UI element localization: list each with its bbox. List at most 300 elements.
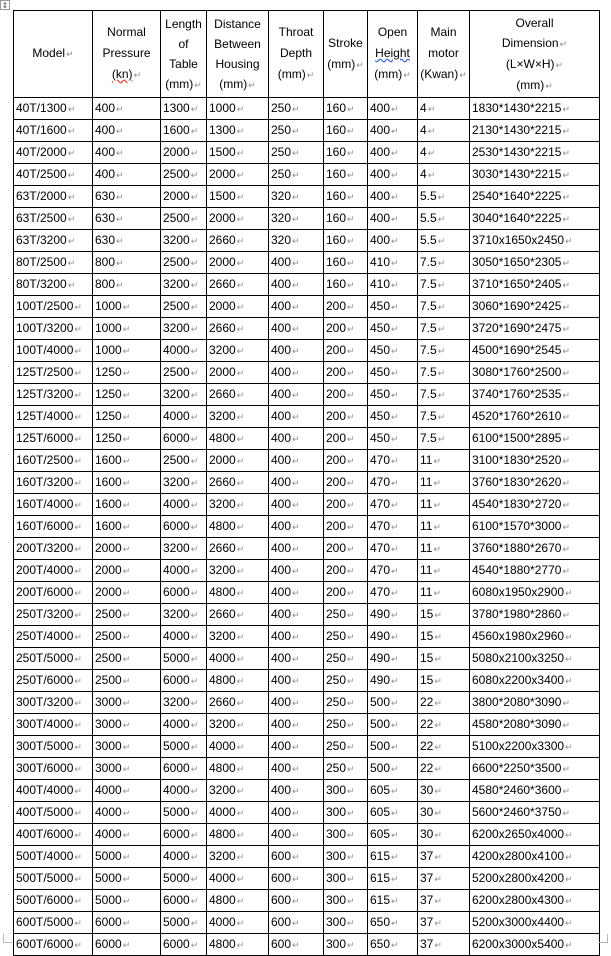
cell-stroke: 200↵ xyxy=(324,516,368,538)
cell-distance: 4000↵ xyxy=(207,868,269,890)
cell-main-motor: 7.5↵ xyxy=(418,296,470,318)
table-row xyxy=(14,912,600,934)
cell-dimension: 2130*1430*2215↵ xyxy=(470,120,600,142)
cell-dimension: 3100*1830*2520↵ xyxy=(470,450,600,472)
cell-pressure: 2000↵ xyxy=(93,560,161,582)
cell-dimension: 5200x2800x4200↵ xyxy=(470,868,600,890)
cell-pressure: 6000↵ xyxy=(93,912,161,934)
cell-main-motor: 37↵ xyxy=(418,868,470,890)
cell-open-height: 450↵ xyxy=(368,296,418,318)
header-throat: Throat Depth (mm)↵ xyxy=(269,11,324,98)
cell-model: 80T/3200↵ xyxy=(14,274,93,296)
cell-open-height: 400↵ xyxy=(368,98,418,120)
cell-stroke: 160↵ xyxy=(324,252,368,274)
cell-length: 3200↵ xyxy=(161,604,207,626)
cell-model: 400T/4000↵ xyxy=(14,780,93,802)
cell-length: 3200↵ xyxy=(161,274,207,296)
cell-distance: 4000↵ xyxy=(207,802,269,824)
cell-distance: 4800↵ xyxy=(207,582,269,604)
cell-model: 80T/2500↵ xyxy=(14,252,93,274)
cell-distance: 1000↵ xyxy=(207,98,269,120)
cell-model: 125T/4000↵ xyxy=(14,406,93,428)
cell-main-motor: 11↵ xyxy=(418,494,470,516)
cell-length: 5000↵ xyxy=(161,736,207,758)
table-row xyxy=(14,406,600,428)
cell-distance: 2000↵ xyxy=(207,450,269,472)
cell-pressure: 2000↵ xyxy=(93,538,161,560)
cell-throat: 400↵ xyxy=(269,604,324,626)
cell-stroke: 160↵ xyxy=(324,186,368,208)
cell-stroke: 160↵ xyxy=(324,120,368,142)
header-open-height: Open Height (mm)↵ xyxy=(368,11,418,98)
cell-main-motor: 7.5↵ xyxy=(418,384,470,406)
cell-throat: 400↵ xyxy=(269,758,324,780)
cell-dimension: 6100*1570*3000↵ xyxy=(470,516,600,538)
cell-length: 2000↵ xyxy=(161,142,207,164)
cell-main-motor: 37↵ xyxy=(418,912,470,934)
cell-throat: 400↵ xyxy=(269,780,324,802)
cell-length: 4000↵ xyxy=(161,626,207,648)
cell-distance: 2000↵ xyxy=(207,164,269,186)
cell-open-height: 400↵ xyxy=(368,120,418,142)
cell-dimension: 6100*1500*2895↵ xyxy=(470,428,600,450)
cell-dimension: 5100x2200x3300↵ xyxy=(470,736,600,758)
cell-model: 40T/1600↵ xyxy=(14,120,93,142)
table-move-handle-icon[interactable]: ⇕ xyxy=(1,1,9,10)
cell-pressure: 1000↵ xyxy=(93,340,161,362)
header-distance: Distance Between Housing (mm)↵ xyxy=(207,11,269,98)
table-row xyxy=(14,318,600,340)
cell-dimension: 4540*1830*2720↵ xyxy=(470,494,600,516)
cell-length: 4000↵ xyxy=(161,340,207,362)
cell-open-height: 605↵ xyxy=(368,780,418,802)
table-row xyxy=(14,494,600,516)
cell-main-motor: 30↵ xyxy=(418,824,470,846)
cell-stroke: 300↵ xyxy=(324,934,368,956)
cell-length: 3200↵ xyxy=(161,318,207,340)
header-row xyxy=(14,11,600,98)
cell-model: 160T/3200↵ xyxy=(14,472,93,494)
header-stroke: Stroke (mm)↵ xyxy=(324,11,368,98)
cell-distance: 2660↵ xyxy=(207,318,269,340)
cell-main-motor: 15↵ xyxy=(418,670,470,692)
cell-stroke: 250↵ xyxy=(324,736,368,758)
cell-dimension: 3760*1880*2670↵ xyxy=(470,538,600,560)
cell-open-height: 450↵ xyxy=(368,406,418,428)
cell-length: 1300↵ xyxy=(161,98,207,120)
cell-main-motor: 5.5↵ xyxy=(418,230,470,252)
cell-main-motor: 15↵ xyxy=(418,604,470,626)
header-pressure: Normal Pressure (kn)↵ xyxy=(93,11,161,98)
cell-distance: 3200↵ xyxy=(207,406,269,428)
table-row xyxy=(14,164,600,186)
cell-model: 250T/3200↵ xyxy=(14,604,93,626)
cell-model: 400T/6000↵ xyxy=(14,824,93,846)
cell-dimension: 1830*1430*2215↵ xyxy=(470,98,600,120)
cell-open-height: 490↵ xyxy=(368,670,418,692)
cell-stroke: 300↵ xyxy=(324,868,368,890)
cell-distance: 4800↵ xyxy=(207,758,269,780)
table-row xyxy=(14,142,600,164)
cell-open-height: 450↵ xyxy=(368,428,418,450)
table-row xyxy=(14,208,600,230)
cell-open-height: 490↵ xyxy=(368,648,418,670)
table-body xyxy=(14,98,600,956)
cell-stroke: 160↵ xyxy=(324,230,368,252)
cell-length: 1600↵ xyxy=(161,120,207,142)
cell-open-height: 500↵ xyxy=(368,714,418,736)
cell-stroke: 160↵ xyxy=(324,274,368,296)
cell-pressure: 5000↵ xyxy=(93,890,161,912)
cell-distance: 4800↵ xyxy=(207,824,269,846)
cell-open-height: 470↵ xyxy=(368,450,418,472)
cell-dimension: 4520*1760*2610↵ xyxy=(470,406,600,428)
table-row xyxy=(14,824,600,846)
table-row xyxy=(14,230,600,252)
cell-dimension: 4200x2800x4100↵ xyxy=(470,846,600,868)
cell-open-height: 470↵ xyxy=(368,582,418,604)
cell-distance: 2660↵ xyxy=(207,538,269,560)
cell-pressure: 4000↵ xyxy=(93,802,161,824)
cell-model: 500T/4000↵ xyxy=(14,846,93,868)
cell-model: 63T/3200↵ xyxy=(14,230,93,252)
cell-pressure: 2500↵ xyxy=(93,604,161,626)
cell-length: 6000↵ xyxy=(161,428,207,450)
cell-length: 2500↵ xyxy=(161,450,207,472)
cell-distance: 2660↵ xyxy=(207,604,269,626)
cell-throat: 320↵ xyxy=(269,230,324,252)
cell-throat: 400↵ xyxy=(269,714,324,736)
table-row xyxy=(14,252,600,274)
table-row xyxy=(14,692,600,714)
cell-stroke: 160↵ xyxy=(324,208,368,230)
cell-length: 6000↵ xyxy=(161,934,207,956)
cell-pressure: 3000↵ xyxy=(93,758,161,780)
table-row xyxy=(14,340,600,362)
cell-model: 400T/5000↵ xyxy=(14,802,93,824)
cell-open-height: 615↵ xyxy=(368,868,418,890)
cell-pressure: 400↵ xyxy=(93,98,161,120)
cell-open-height: 470↵ xyxy=(368,516,418,538)
cell-dimension: 5600*2460*3750↵ xyxy=(470,802,600,824)
cell-open-height: 490↵ xyxy=(368,604,418,626)
cell-length: 5000↵ xyxy=(161,802,207,824)
cell-distance: 3200↵ xyxy=(207,340,269,362)
table-row xyxy=(14,560,600,582)
cell-pressure: 4000↵ xyxy=(93,780,161,802)
cell-model: 160T/6000↵ xyxy=(14,516,93,538)
cell-length: 3200↵ xyxy=(161,538,207,560)
cell-model: 600T/5000↵ xyxy=(14,912,93,934)
cell-stroke: 250↵ xyxy=(324,604,368,626)
cell-stroke: 160↵ xyxy=(324,164,368,186)
cell-throat: 400↵ xyxy=(269,516,324,538)
cell-dimension: 2530*1430*2215↵ xyxy=(470,142,600,164)
cell-model: 300T/5000↵ xyxy=(14,736,93,758)
cell-stroke: 200↵ xyxy=(324,560,368,582)
cell-distance: 2660↵ xyxy=(207,274,269,296)
cell-pressure: 5000↵ xyxy=(93,868,161,890)
cell-open-height: 410↵ xyxy=(368,252,418,274)
cell-length: 3200↵ xyxy=(161,472,207,494)
cell-dimension: 3030*1430*2215↵ xyxy=(470,164,600,186)
table-row xyxy=(14,186,600,208)
table-row xyxy=(14,450,600,472)
table-row xyxy=(14,428,600,450)
cell-main-motor: 4↵ xyxy=(418,142,470,164)
cell-main-motor: 4↵ xyxy=(418,98,470,120)
cell-stroke: 160↵ xyxy=(324,98,368,120)
table-row xyxy=(14,582,600,604)
cell-open-height: 490↵ xyxy=(368,626,418,648)
cell-throat: 400↵ xyxy=(269,560,324,582)
cell-distance: 2000↵ xyxy=(207,208,269,230)
cell-stroke: 250↵ xyxy=(324,758,368,780)
cell-model: 200T/3200↵ xyxy=(14,538,93,560)
cell-stroke: 200↵ xyxy=(324,384,368,406)
cell-pressure: 3000↵ xyxy=(93,692,161,714)
cell-main-motor: 7.5↵ xyxy=(418,252,470,274)
cell-stroke: 250↵ xyxy=(324,670,368,692)
cell-distance: 2660↵ xyxy=(207,692,269,714)
cell-open-height: 470↵ xyxy=(368,560,418,582)
cell-distance: 3200↵ xyxy=(207,626,269,648)
cell-model: 63T/2000↵ xyxy=(14,186,93,208)
cell-main-motor: 11↵ xyxy=(418,560,470,582)
cell-throat: 400↵ xyxy=(269,428,324,450)
cell-stroke: 300↵ xyxy=(324,802,368,824)
cell-length: 6000↵ xyxy=(161,582,207,604)
cell-throat: 400↵ xyxy=(269,318,324,340)
cell-dimension: 4560x1980x2960↵ xyxy=(470,626,600,648)
cell-model: 160T/4000↵ xyxy=(14,494,93,516)
cell-throat: 400↵ xyxy=(269,670,324,692)
cell-open-height: 650↵ xyxy=(368,934,418,956)
cell-throat: 600↵ xyxy=(269,868,324,890)
cell-main-motor: 30↵ xyxy=(418,780,470,802)
cell-open-height: 470↵ xyxy=(368,494,418,516)
cell-stroke: 250↵ xyxy=(324,714,368,736)
cell-throat: 400↵ xyxy=(269,340,324,362)
cell-stroke: 200↵ xyxy=(324,428,368,450)
cell-pressure: 5000↵ xyxy=(93,846,161,868)
cell-distance: 3200↵ xyxy=(207,494,269,516)
cell-model: 100T/3200↵ xyxy=(14,318,93,340)
header-main-motor: Main motor (Kwan)↵ xyxy=(418,11,470,98)
cell-main-motor: 11↵ xyxy=(418,516,470,538)
cell-distance: 2000↵ xyxy=(207,296,269,318)
cell-pressure: 1600↵ xyxy=(93,472,161,494)
cell-length: 5000↵ xyxy=(161,912,207,934)
cell-throat: 400↵ xyxy=(269,494,324,516)
cell-model: 300T/3200↵ xyxy=(14,692,93,714)
specification-table xyxy=(13,10,600,956)
cell-length: 6000↵ xyxy=(161,516,207,538)
cell-open-height: 605↵ xyxy=(368,802,418,824)
cell-distance: 4800↵ xyxy=(207,670,269,692)
cell-open-height: 500↵ xyxy=(368,758,418,780)
cell-open-height: 400↵ xyxy=(368,142,418,164)
cell-model: 250T/5000↵ xyxy=(14,648,93,670)
cell-throat: 400↵ xyxy=(269,274,324,296)
cell-model: 250T/6000↵ xyxy=(14,670,93,692)
cell-open-height: 450↵ xyxy=(368,318,418,340)
grammar-underline: Height xyxy=(375,46,410,60)
cell-open-height: 650↵ xyxy=(368,912,418,934)
cell-distance: 3200↵ xyxy=(207,846,269,868)
cell-stroke: 200↵ xyxy=(324,472,368,494)
cell-pressure: 1600↵ xyxy=(93,516,161,538)
cell-length: 6000↵ xyxy=(161,670,207,692)
cell-throat: 600↵ xyxy=(269,912,324,934)
cell-throat: 400↵ xyxy=(269,582,324,604)
page-corner-mark xyxy=(599,934,608,943)
cell-length: 3200↵ xyxy=(161,230,207,252)
header-model: Model↵ xyxy=(14,11,93,98)
cell-throat: 600↵ xyxy=(269,846,324,868)
cell-main-motor: 37↵ xyxy=(418,890,470,912)
cell-model: 200T/6000↵ xyxy=(14,582,93,604)
header-dimension: Overall Dimension↵ (L×W×H)↵ (mm)↵ xyxy=(470,11,600,98)
cell-stroke: 200↵ xyxy=(324,406,368,428)
cell-model: 300T/6000↵ xyxy=(14,758,93,780)
cell-main-motor: 22↵ xyxy=(418,758,470,780)
cell-distance: 3200↵ xyxy=(207,714,269,736)
cell-dimension: 3040*1640*2225↵ xyxy=(470,208,600,230)
cell-distance: 2660↵ xyxy=(207,230,269,252)
cell-distance: 1300↵ xyxy=(207,120,269,142)
cell-distance: 4800↵ xyxy=(207,934,269,956)
cell-pressure: 630↵ xyxy=(93,186,161,208)
cell-throat: 400↵ xyxy=(269,362,324,384)
page-corner-mark xyxy=(3,934,12,943)
table-row xyxy=(14,516,600,538)
cell-pressure: 2500↵ xyxy=(93,626,161,648)
table-row xyxy=(14,472,600,494)
cell-stroke: 250↵ xyxy=(324,626,368,648)
cell-model: 500T/5000↵ xyxy=(14,868,93,890)
cell-stroke: 200↵ xyxy=(324,362,368,384)
cell-throat: 250↵ xyxy=(269,120,324,142)
cell-distance: 4000↵ xyxy=(207,736,269,758)
cell-length: 2500↵ xyxy=(161,208,207,230)
cell-length: 4000↵ xyxy=(161,560,207,582)
cell-main-motor: 11↵ xyxy=(418,472,470,494)
cell-model: 125T/6000↵ xyxy=(14,428,93,450)
cell-stroke: 200↵ xyxy=(324,318,368,340)
cell-model: 500T/6000↵ xyxy=(14,890,93,912)
cell-main-motor: 30↵ xyxy=(418,802,470,824)
cell-stroke: 300↵ xyxy=(324,780,368,802)
cell-dimension: 6200x3000x5400↵ xyxy=(470,934,600,956)
cell-dimension: 4500*1690*2545↵ xyxy=(470,340,600,362)
cell-length: 2500↵ xyxy=(161,296,207,318)
cell-main-motor: 22↵ xyxy=(418,692,470,714)
cell-throat: 400↵ xyxy=(269,406,324,428)
cell-pressure: 400↵ xyxy=(93,120,161,142)
cell-model: 63T/2500↵ xyxy=(14,208,93,230)
cell-length: 4000↵ xyxy=(161,714,207,736)
cell-dimension: 3060*1690*2425↵ xyxy=(470,296,600,318)
cell-open-height: 450↵ xyxy=(368,340,418,362)
cell-dimension: 6080x1950x2900↵ xyxy=(470,582,600,604)
cell-throat: 250↵ xyxy=(269,164,324,186)
table-row xyxy=(14,538,600,560)
cell-stroke: 300↵ xyxy=(324,912,368,934)
table-row xyxy=(14,868,600,890)
cell-model: 250T/4000↵ xyxy=(14,626,93,648)
cell-pressure: 400↵ xyxy=(93,164,161,186)
table-row xyxy=(14,626,600,648)
cell-main-motor: 7.5↵ xyxy=(418,428,470,450)
cell-throat: 400↵ xyxy=(269,296,324,318)
cell-dimension: 3780*1980*2860↵ xyxy=(470,604,600,626)
cell-pressure: 2000↵ xyxy=(93,582,161,604)
cell-stroke: 300↵ xyxy=(324,846,368,868)
cell-dimension: 3760*1830*2620↵ xyxy=(470,472,600,494)
cell-stroke: 200↵ xyxy=(324,582,368,604)
cell-length: 2000↵ xyxy=(161,186,207,208)
cell-open-height: 400↵ xyxy=(368,208,418,230)
cell-dimension: 4580*2080*3090↵ xyxy=(470,714,600,736)
cell-length: 3200↵ xyxy=(161,692,207,714)
cell-stroke: 250↵ xyxy=(324,692,368,714)
cell-dimension: 6600*2250*3500↵ xyxy=(470,758,600,780)
cell-throat: 600↵ xyxy=(269,934,324,956)
cell-pressure: 2500↵ xyxy=(93,670,161,692)
cell-dimension: 3800*2080*3090↵ xyxy=(470,692,600,714)
cell-dimension: 2540*1640*2225↵ xyxy=(470,186,600,208)
cell-distance: 4000↵ xyxy=(207,912,269,934)
cell-throat: 400↵ xyxy=(269,802,324,824)
cell-main-motor: 11↵ xyxy=(418,582,470,604)
cell-open-height: 605↵ xyxy=(368,824,418,846)
cell-length: 6000↵ xyxy=(161,758,207,780)
cell-stroke: 200↵ xyxy=(324,296,368,318)
table-row xyxy=(14,714,600,736)
cell-pressure: 4000↵ xyxy=(93,824,161,846)
cell-dimension: 5200x3000x4400↵ xyxy=(470,912,600,934)
table-row xyxy=(14,362,600,384)
cell-length: 4000↵ xyxy=(161,846,207,868)
cell-open-height: 400↵ xyxy=(368,230,418,252)
cell-throat: 400↵ xyxy=(269,824,324,846)
cell-length: 3200↵ xyxy=(161,384,207,406)
cell-throat: 400↵ xyxy=(269,472,324,494)
cell-pressure: 630↵ xyxy=(93,208,161,230)
cell-throat: 400↵ xyxy=(269,626,324,648)
table-row xyxy=(14,274,600,296)
cell-main-motor: 11↵ xyxy=(418,450,470,472)
cell-dimension: 3050*1650*2305↵ xyxy=(470,252,600,274)
cell-dimension: 6200x2800x4300↵ xyxy=(470,890,600,912)
cell-main-motor: 7.5↵ xyxy=(418,274,470,296)
cell-main-motor: 22↵ xyxy=(418,736,470,758)
cell-length: 6000↵ xyxy=(161,824,207,846)
cell-distance: 1500↵ xyxy=(207,142,269,164)
cell-stroke: 200↵ xyxy=(324,538,368,560)
cell-main-motor: 4↵ xyxy=(418,120,470,142)
cell-pressure: 800↵ xyxy=(93,252,161,274)
cell-length: 2500↵ xyxy=(161,362,207,384)
cell-model: 300T/4000↵ xyxy=(14,714,93,736)
table-row xyxy=(14,384,600,406)
cell-model: 100T/2500↵ xyxy=(14,296,93,318)
cell-length: 5000↵ xyxy=(161,648,207,670)
cell-length: 2500↵ xyxy=(161,252,207,274)
cell-throat: 250↵ xyxy=(269,142,324,164)
cell-pressure: 800↵ xyxy=(93,274,161,296)
